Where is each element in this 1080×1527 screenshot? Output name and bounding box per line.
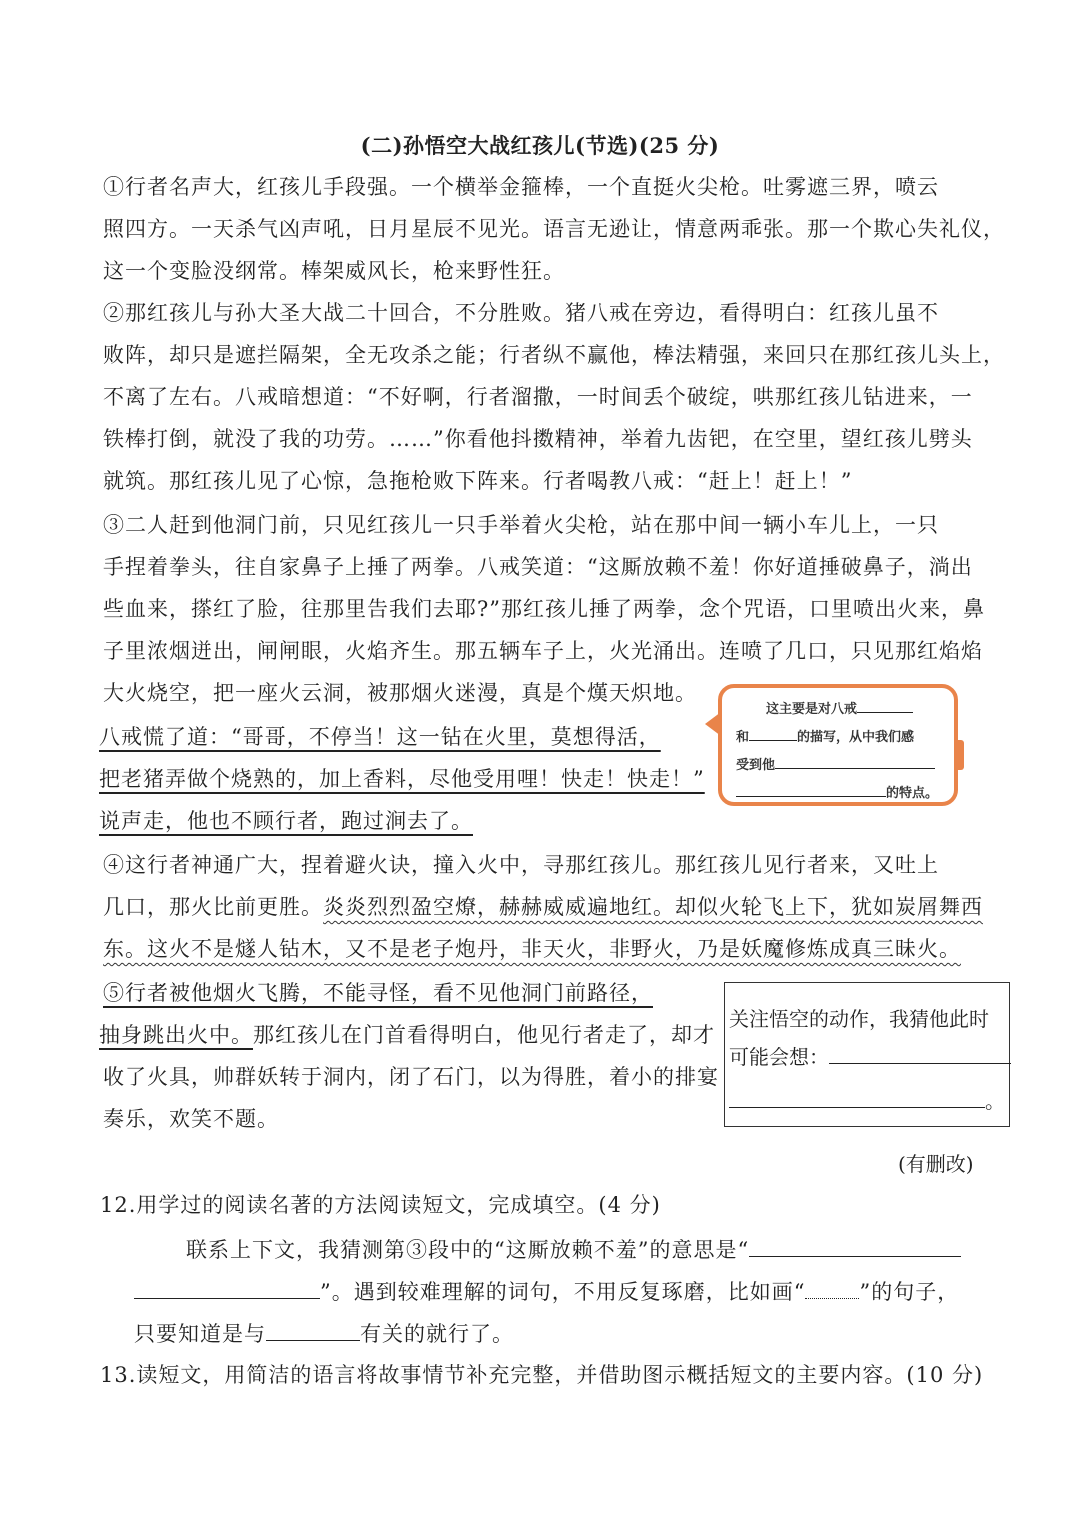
p3-line-2: 手捏着拳头，往自家鼻子上捶了两拳。八戒笑道：“这厮放赖不羞！你好道捶破鼻子，淌出	[103, 555, 973, 579]
bubble-blank-3[interactable]	[775, 754, 935, 769]
bubble-line-1: 这主要是对八戒	[766, 698, 913, 717]
p4-line-2	[103, 892, 983, 922]
q12-line-2: ”。遇到较难理解的词句，不用反复琢磨，比如画“ ”的句子，	[134, 1274, 959, 1307]
note-line-3: 。	[729, 1083, 1005, 1114]
p4-line-2-plain: 几口，那火比前更胜。	[103, 895, 323, 919]
bubble-tassel-decoration	[954, 740, 964, 770]
q13-title: 13.读短文，用简洁的语言将故事情节补充完整，并借助图示概括短文的主要内容。(10 分)	[100, 1363, 984, 1387]
p5-underlined-2: 抽身跳出火中。	[99, 1023, 253, 1047]
p5-line-4: 奏乐，欢笑不题。	[103, 1107, 279, 1131]
p3-underlined-line-3: 说声走，他也不顾行者，跑过涧去了。	[99, 809, 473, 833]
note-box	[724, 982, 1010, 1127]
q12-line-1: 联系上下文，我猜测第③段中的“这厮放赖不羞”的意思是“	[186, 1232, 961, 1265]
bubble-line-3: 受到他	[736, 754, 935, 773]
q12-line-3: 只要知道是与 有关的就行了。	[134, 1316, 514, 1349]
bubble-line-4: 的特点。	[736, 782, 938, 801]
section-title: (二)孙悟空大战红孩儿(节选)(25 分)	[360, 133, 720, 158]
bubble-blank-2[interactable]	[749, 726, 797, 741]
q12-title: 12.用学过的阅读名著的方法阅读短文，完成填空。(4 分)	[100, 1193, 661, 1217]
q12-blank-3[interactable]	[805, 1274, 859, 1299]
p5-underlined-1: ⑤行者被他烟火飞腾，不能寻怪，看不见他洞门前路径，	[103, 981, 653, 1005]
p2-line-3: 不离了左右。八戒暗想道：“不好啊，行者溜撒，一时间丢个破绽，哄那红孩儿钻进来，一	[103, 385, 973, 409]
note-line-1: 关注悟空的动作，我猜他此时	[729, 1007, 989, 1031]
p4-wavy-text-1: 炎炎烈烈盈空燎，赫赫威威遍地红。却似火轮飞上下，犹如炭屑舞西	[323, 895, 983, 919]
note-line-2: 可能会想：	[729, 1039, 1011, 1070]
p5-line-1	[103, 978, 653, 1008]
p2-line-1: ②那红孩儿与孙大圣大战二十回合，不分胜败。猪八戒在旁边，看得明白：红孩儿虽不	[103, 301, 939, 325]
p4-line-1: ④这行者神通广大，捏着避火诀，撞入火中，寻那红孩儿。那红孩儿见行者来，又吐上	[103, 853, 939, 877]
p5-line-2-rest: 那红孩儿在门首看得明白，他见行者走了，却才	[253, 1023, 715, 1047]
p4-wavy-text-2: 东。这火不是燧人钻木，又不是老子炮丹，非天火，非野火，乃是妖魔修炼成真三昧火。	[103, 937, 961, 961]
p3-line-4: 子里浓烟迸出，闸闸眼，火焰齐生。那五辆车子上，火光涌出。连喷了几口，只见那红焰焰	[103, 639, 983, 663]
bubble-blank-1[interactable]	[857, 698, 913, 713]
note-blank-2[interactable]	[729, 1083, 985, 1108]
p1-line-1: ①行者名声大，红孩儿手段强。一个横举金箍棒，一个直挺火尖枪。吐雾遮三界，喷云	[103, 175, 939, 199]
p5-line-3: 收了火具，帅群妖转于洞内，闭了石门，以为得胜，着小的排宴	[103, 1065, 719, 1089]
p3-line-1: ③二人赶到他洞门前，只见红孩儿一只手举着火尖枪，站在那中间一辆小车儿上，一只	[103, 513, 939, 537]
p3-underlined-line-2: 把老猪弄做个烧熟的，加上香料，尽他受用哩！快走！快走！”	[99, 767, 705, 791]
p2-line-4: 铁棒打倒，就没了我的功劳。……”你看他抖擞精神，举着九齿钯，在空里，望红孩儿劈头	[103, 427, 973, 451]
p3-line-3: 些血来，搽红了脸，往那里告我们去耶?”那红孩儿捶了两拳，念个咒语，口里喷出火来，鼻	[103, 597, 985, 621]
note-blank-1[interactable]	[829, 1039, 1011, 1064]
p2-line-2: 败阵，却只是遮拦隔架，全无攻杀之能；行者纵不赢他，棒法精强，来回只在那红孩儿头上，	[103, 343, 1005, 367]
p1-line-3: 这一个变脸没纲常。棒架威风长，枪来野性狂。	[103, 259, 565, 283]
annotation-bubble	[718, 684, 958, 806]
p5-line-2	[99, 1020, 715, 1050]
q12-blank-1[interactable]	[749, 1232, 961, 1257]
source-note: (有删改)	[898, 1152, 974, 1176]
bubble-line-2: 和 的描写，从中我们感	[736, 726, 914, 745]
p1-line-2: 照四方。一天杀气凶声吼，日月星辰不见光。语言无逊让，情意两乖张。那一个欺心失礼仪，	[103, 217, 1005, 241]
p2-line-5: 就筑。那红孩儿见了心惊，急拖枪败下阵来。行者喝教八戒：“赶上！赶上！”	[103, 469, 853, 493]
q12-blank-4[interactable]	[266, 1316, 360, 1341]
p3-line-5: 大火烧空，把一座火云洞，被那烟火迷漫，真是个熯天炽地。	[103, 681, 697, 705]
p3-underlined-line-1: 八戒慌了道：“哥哥，不停当！这一钻在火里，莫想得活，	[99, 725, 661, 749]
q12-blank-2[interactable]	[134, 1274, 320, 1299]
bubble-blank-4[interactable]	[736, 782, 886, 797]
